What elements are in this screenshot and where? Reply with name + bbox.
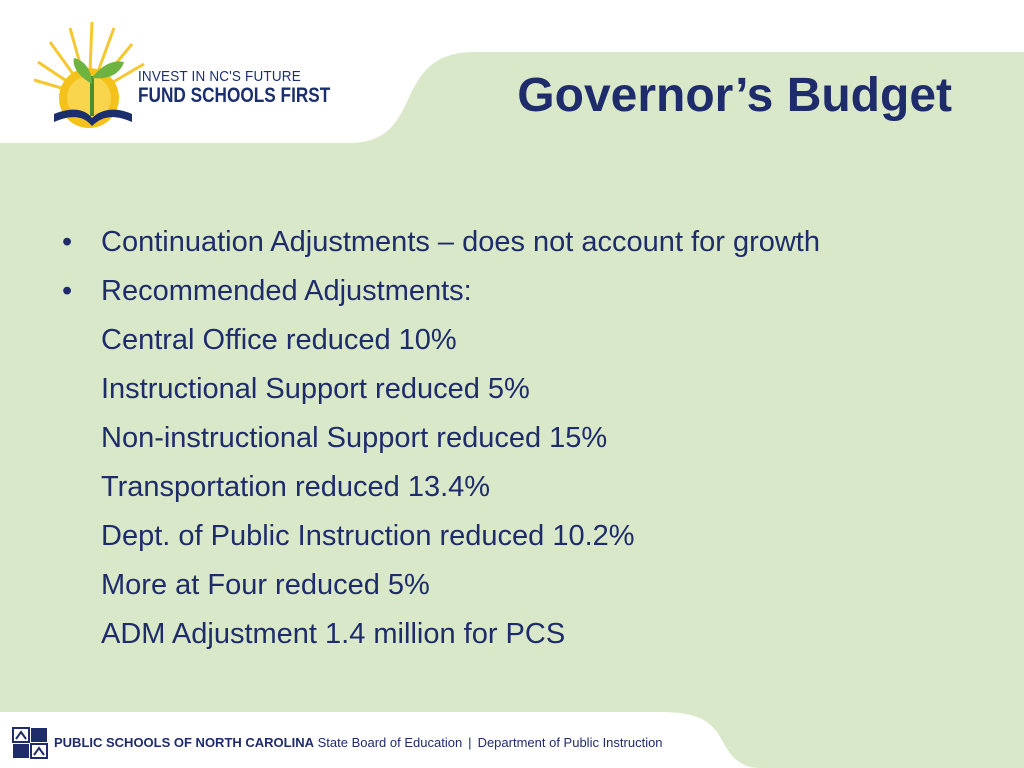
sub-item <box>58 561 998 610</box>
footer <box>0 712 1024 768</box>
nc-dpi-logo-icon <box>12 724 48 760</box>
bullet-item <box>58 218 998 267</box>
bullet-text: Continuation Adjustments – does not account for growth <box>101 226 820 258</box>
sub-item <box>58 610 998 659</box>
sub-item-text: Non-instructional Support reduced 15% <box>101 422 608 454</box>
bullet-item <box>58 267 998 316</box>
footer-dept: Department of Public Instruction <box>477 735 663 750</box>
logo-headline: FUND SCHOOLS FIRST <box>138 84 331 107</box>
footer-org: PUBLIC SCHOOLS OF NORTH CAROLINA <box>54 735 314 750</box>
bullet-icon: • <box>62 226 73 258</box>
sub-item <box>58 463 998 512</box>
footer-text <box>54 735 663 750</box>
sub-item-text: ADM Adjustment 1.4 million for PCS <box>101 618 566 650</box>
sub-item-text: Central Office reduced 10% <box>101 324 457 356</box>
bullet-text: Recommended Adjustments: <box>101 275 472 307</box>
bullet-icon: • <box>62 275 73 307</box>
sub-item <box>58 414 998 463</box>
content-list <box>58 218 998 659</box>
sub-item <box>58 316 998 365</box>
sub-item-text: Instructional Support reduced 5% <box>101 373 530 405</box>
sub-item <box>58 365 998 414</box>
fund-schools-first-logo <box>14 18 344 130</box>
sub-item-text: Transportation reduced 13.4% <box>101 471 491 503</box>
slide-title: Governor’s Budget <box>517 69 952 122</box>
footer-separator: | <box>468 735 472 750</box>
sub-item <box>58 512 998 561</box>
sub-item-text: Dept. of Public Instruction reduced 10.2% <box>101 520 635 552</box>
sub-item-text: More at Four reduced 5% <box>101 569 430 601</box>
logo-tagline: INVEST IN NC'S FUTURE <box>138 68 301 85</box>
footer-board: State Board of Education <box>317 735 463 750</box>
